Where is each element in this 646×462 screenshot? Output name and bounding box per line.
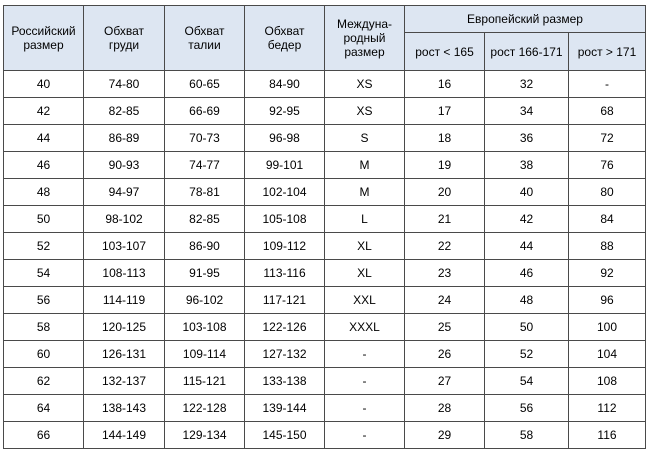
cell-russian-size: 56: [4, 287, 84, 314]
cell-russian-size: 62: [4, 368, 84, 395]
cell-waist: 78-81: [165, 179, 245, 206]
table-row: [4, 71, 646, 98]
cell-chest: 138-143: [84, 395, 165, 422]
cell-eu-height-166-171: 50: [485, 314, 569, 341]
header-hips: Обхват бедер: [245, 6, 325, 71]
cell-russian-size: 44: [4, 125, 84, 152]
cell-waist: 60-65: [165, 71, 245, 98]
cell-eu-height-over-171: 84: [569, 206, 646, 233]
cell-hips: 113-116: [245, 260, 325, 287]
cell-eu-height-under-165: 28: [405, 395, 485, 422]
cell-chest: 94-97: [84, 179, 165, 206]
cell-eu-height-over-171: 100: [569, 314, 646, 341]
cell-international-size: -: [325, 368, 405, 395]
table-body: [4, 71, 646, 449]
cell-international-size: XL: [325, 260, 405, 287]
cell-eu-height-166-171: 42: [485, 206, 569, 233]
header-european-size: Европейский размер: [405, 6, 646, 33]
cell-russian-size: 48: [4, 179, 84, 206]
cell-eu-height-166-171: 48: [485, 287, 569, 314]
cell-hips: 127-132: [245, 341, 325, 368]
cell-waist: 129-134: [165, 422, 245, 449]
cell-eu-height-166-171: 34: [485, 98, 569, 125]
cell-eu-height-under-165: 23: [405, 260, 485, 287]
cell-hips: 92-95: [245, 98, 325, 125]
cell-international-size: S: [325, 125, 405, 152]
cell-eu-height-over-171: 104: [569, 341, 646, 368]
cell-waist: 122-128: [165, 395, 245, 422]
cell-eu-height-166-171: 46: [485, 260, 569, 287]
cell-chest: 132-137: [84, 368, 165, 395]
table-row: [4, 395, 646, 422]
cell-chest: 120-125: [84, 314, 165, 341]
cell-chest: 114-119: [84, 287, 165, 314]
cell-eu-height-under-165: 19: [405, 152, 485, 179]
cell-eu-height-over-171: 112: [569, 395, 646, 422]
cell-eu-height-under-165: 26: [405, 341, 485, 368]
cell-eu-height-166-171: 44: [485, 233, 569, 260]
cell-russian-size: 50: [4, 206, 84, 233]
cell-eu-height-over-171: 108: [569, 368, 646, 395]
cell-eu-height-under-165: 21: [405, 206, 485, 233]
cell-waist: 115-121: [165, 368, 245, 395]
table-row: [4, 98, 646, 125]
cell-hips: 109-112: [245, 233, 325, 260]
cell-eu-height-under-165: 27: [405, 368, 485, 395]
cell-international-size: -: [325, 422, 405, 449]
cell-hips: 117-121: [245, 287, 325, 314]
cell-hips: 99-101: [245, 152, 325, 179]
table-row: [4, 422, 646, 449]
cell-hips: 102-104: [245, 179, 325, 206]
header-international-size: Междуна- родный размер: [325, 6, 405, 71]
cell-russian-size: 60: [4, 341, 84, 368]
size-table: [3, 5, 646, 449]
cell-eu-height-over-171: 76: [569, 152, 646, 179]
cell-eu-height-166-171: 58: [485, 422, 569, 449]
table-row: [4, 368, 646, 395]
cell-eu-height-under-165: 20: [405, 179, 485, 206]
cell-eu-height-over-171: 92: [569, 260, 646, 287]
header-chest: Обхват груди: [84, 6, 165, 71]
cell-international-size: M: [325, 152, 405, 179]
size-chart: [3, 5, 646, 449]
cell-eu-height-166-171: 40: [485, 179, 569, 206]
header-height-under-165: рост < 165: [405, 33, 485, 71]
cell-eu-height-under-165: 18: [405, 125, 485, 152]
cell-russian-size: 66: [4, 422, 84, 449]
cell-hips: 96-98: [245, 125, 325, 152]
cell-eu-height-under-165: 24: [405, 287, 485, 314]
cell-russian-size: 52: [4, 233, 84, 260]
cell-chest: 126-131: [84, 341, 165, 368]
cell-eu-height-166-171: 36: [485, 125, 569, 152]
table-row: [4, 341, 646, 368]
table-row: [4, 287, 646, 314]
table-row: [4, 152, 646, 179]
cell-international-size: M: [325, 179, 405, 206]
cell-eu-height-166-171: 56: [485, 395, 569, 422]
cell-international-size: -: [325, 341, 405, 368]
cell-eu-height-over-171: 116: [569, 422, 646, 449]
cell-chest: 82-85: [84, 98, 165, 125]
header-waist: Обхват талии: [165, 6, 245, 71]
cell-eu-height-166-171: 32: [485, 71, 569, 98]
table-row: [4, 233, 646, 260]
table-row: [4, 206, 646, 233]
cell-eu-height-166-171: 54: [485, 368, 569, 395]
cell-russian-size: 58: [4, 314, 84, 341]
cell-russian-size: 40: [4, 71, 84, 98]
cell-international-size: XL: [325, 233, 405, 260]
cell-eu-height-under-165: 25: [405, 314, 485, 341]
cell-international-size: L: [325, 206, 405, 233]
cell-international-size: XXXL: [325, 314, 405, 341]
cell-eu-height-166-171: 38: [485, 152, 569, 179]
cell-chest: 144-149: [84, 422, 165, 449]
cell-eu-height-over-171: 80: [569, 179, 646, 206]
cell-eu-height-166-171: 52: [485, 341, 569, 368]
cell-international-size: XS: [325, 98, 405, 125]
header-russian-size: Российский размер: [4, 6, 84, 71]
cell-waist: 70-73: [165, 125, 245, 152]
cell-chest: 108-113: [84, 260, 165, 287]
cell-russian-size: 46: [4, 152, 84, 179]
cell-hips: 122-126: [245, 314, 325, 341]
cell-russian-size: 64: [4, 395, 84, 422]
cell-chest: 98-102: [84, 206, 165, 233]
cell-eu-height-under-165: 29: [405, 422, 485, 449]
cell-eu-height-over-171: 68: [569, 98, 646, 125]
cell-waist: 74-77: [165, 152, 245, 179]
cell-hips: 145-150: [245, 422, 325, 449]
cell-waist: 91-95: [165, 260, 245, 287]
cell-international-size: -: [325, 395, 405, 422]
cell-waist: 82-85: [165, 206, 245, 233]
cell-chest: 103-107: [84, 233, 165, 260]
header-height-166-171: рост 166-171: [485, 33, 569, 71]
cell-waist: 66-69: [165, 98, 245, 125]
cell-international-size: XXL: [325, 287, 405, 314]
cell-eu-height-under-165: 16: [405, 71, 485, 98]
cell-waist: 86-90: [165, 233, 245, 260]
cell-waist: 109-114: [165, 341, 245, 368]
cell-hips: 105-108: [245, 206, 325, 233]
cell-russian-size: 42: [4, 98, 84, 125]
table-row: [4, 179, 646, 206]
cell-eu-height-over-171: 72: [569, 125, 646, 152]
cell-international-size: XS: [325, 71, 405, 98]
cell-hips: 133-138: [245, 368, 325, 395]
cell-eu-height-over-171: 88: [569, 233, 646, 260]
cell-chest: 90-93: [84, 152, 165, 179]
cell-chest: 86-89: [84, 125, 165, 152]
cell-russian-size: 54: [4, 260, 84, 287]
cell-hips: 139-144: [245, 395, 325, 422]
header-height-over-171: рост > 171: [569, 33, 646, 71]
table-row: [4, 314, 646, 341]
cell-waist: 96-102: [165, 287, 245, 314]
cell-eu-height-over-171: 96: [569, 287, 646, 314]
cell-hips: 84-90: [245, 71, 325, 98]
cell-eu-height-under-165: 17: [405, 98, 485, 125]
cell-eu-height-over-171: -: [569, 71, 646, 98]
cell-chest: 74-80: [84, 71, 165, 98]
table-row: [4, 260, 646, 287]
table-row: [4, 125, 646, 152]
cell-eu-height-under-165: 22: [405, 233, 485, 260]
cell-waist: 103-108: [165, 314, 245, 341]
